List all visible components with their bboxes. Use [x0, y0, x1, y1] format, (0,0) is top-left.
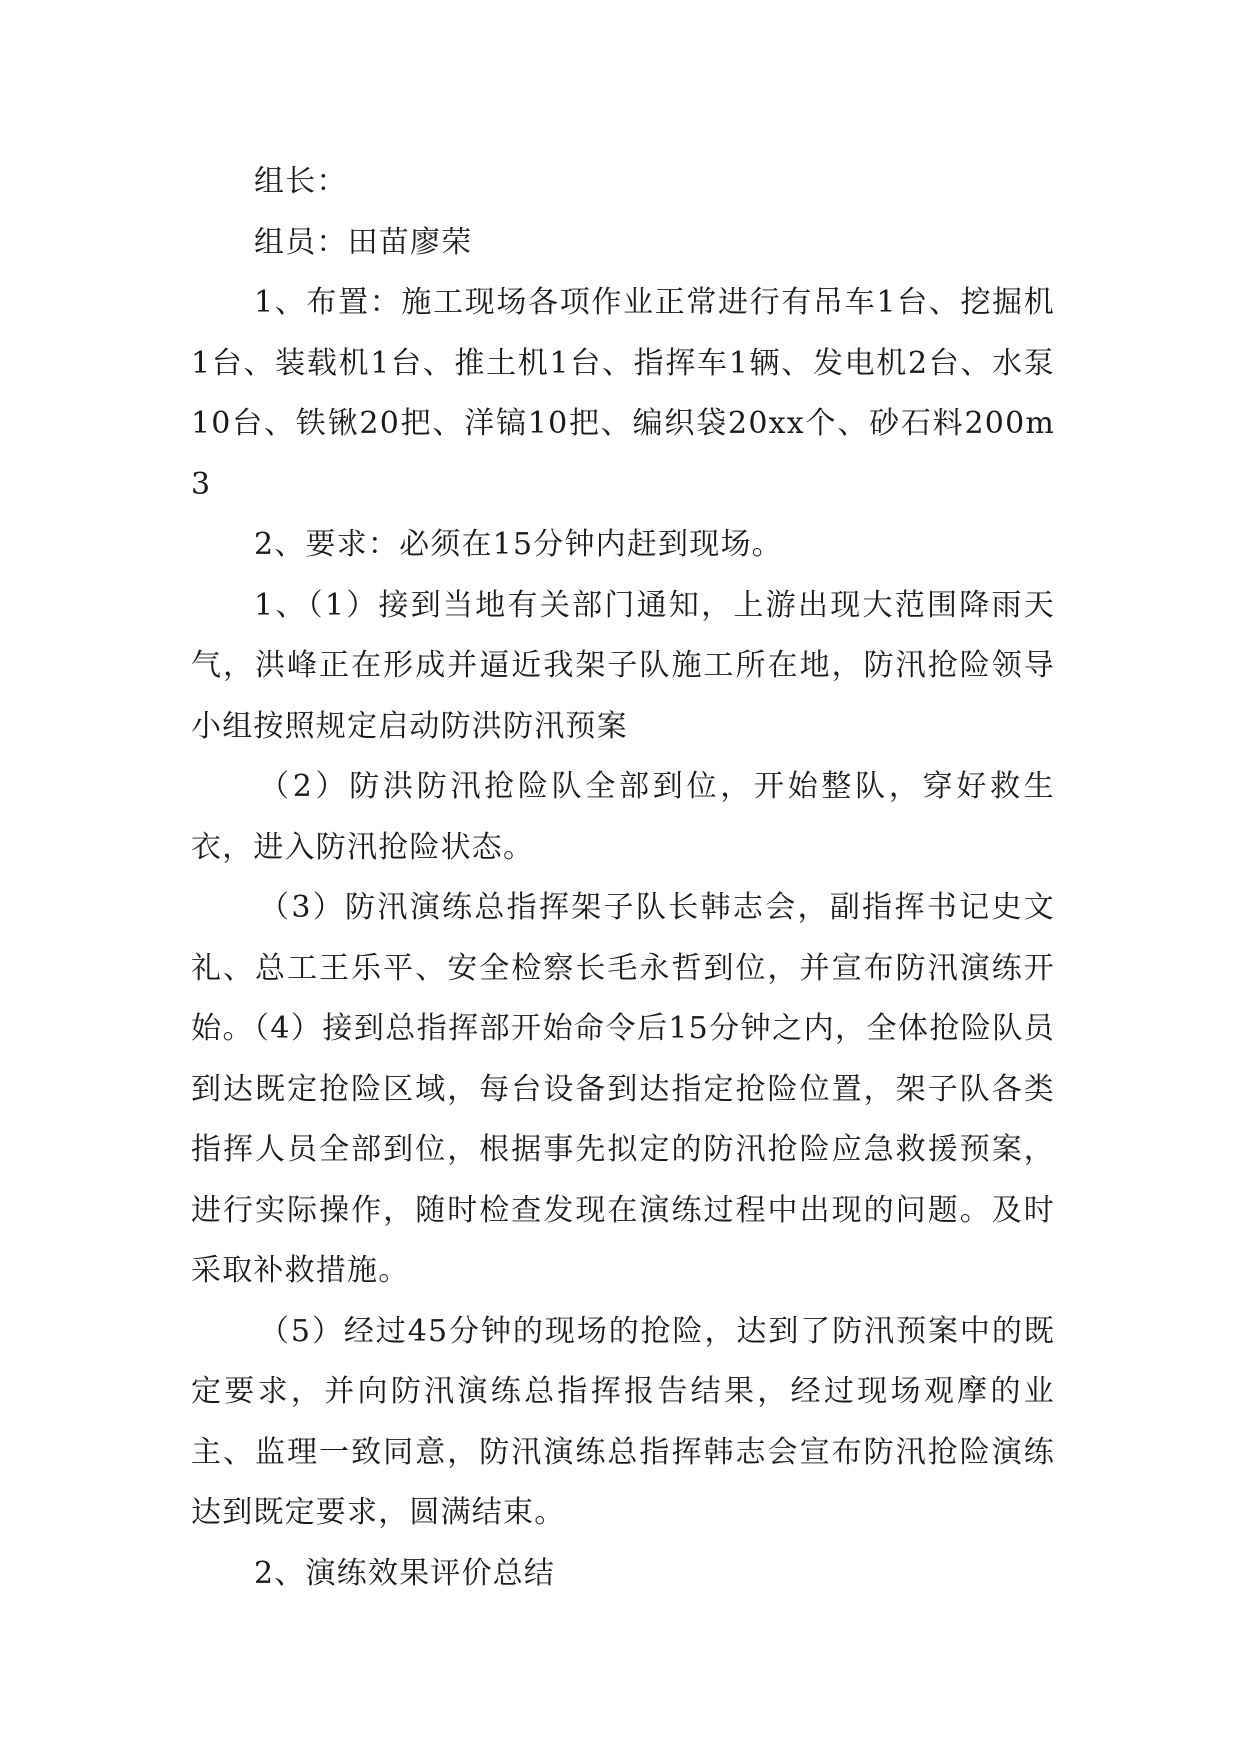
paragraph-step-5: （5）经过45分钟的现场的抢险，达到了防汛预案中的既定要求，并向防汛演练总指挥报告结果，经过现场观摩的业主、监理一致同意，防汛演练总指挥韩志会宣布防汛抢险演练达到既定要求，圆满结束。 [191, 1313, 1055, 1530]
paragraph-team-leader: 组长： [254, 164, 348, 199]
paragraph-requirement: 2、要求：必须在15分钟内赶到现场。 [254, 527, 783, 562]
paragraph-evaluation-heading: 2、演练效果评价总结 [254, 1555, 556, 1591]
paragraph-step-1: 1、（1）接到当地有关部门通知，上游出现大范围降雨天气，洪峰正在形成并逼近我架子队施工所在地，防汛抢险领导小组按照规定启动防洪防汛预案 [191, 587, 1055, 744]
paragraph-step-2: （2）防洪防汛抢险队全部到位，开始整队，穿好救生衣，进入防汛抢险状态。 [191, 769, 1055, 865]
paragraph-step-3-4: （3）防汛演练总指挥架子队长韩志会，副指挥书记史文礼、总工王乐平、安全检察长毛永哲到位，并宣布防汛演练开始。（4）接到总指挥部开始命令后15分钟之内，全体抢险队员到达既定抢险区域，每台设备到达指定抢险位置，架子队各类指挥人员全部到位，根据事先拟定的防汛抢险应急救援预案，进行实际操作，随时检查发现在演练过程中出现的问题。及时采取补救措施。 [191, 890, 1055, 1288]
document-body [191, 152, 1055, 1604]
paragraph-layout: 1、布置：施工现场各项作业正常进行有吊车1台、挖掘机1台、装载机1台、推土机1台、指挥车1辆、发电机2台、水泵10台、铁锹20把、洋镐10把、编织袋20xx个、砂石料200m3 [191, 285, 1055, 502]
paragraph-team-members: 组员：田苗廖荣 [254, 224, 473, 260]
